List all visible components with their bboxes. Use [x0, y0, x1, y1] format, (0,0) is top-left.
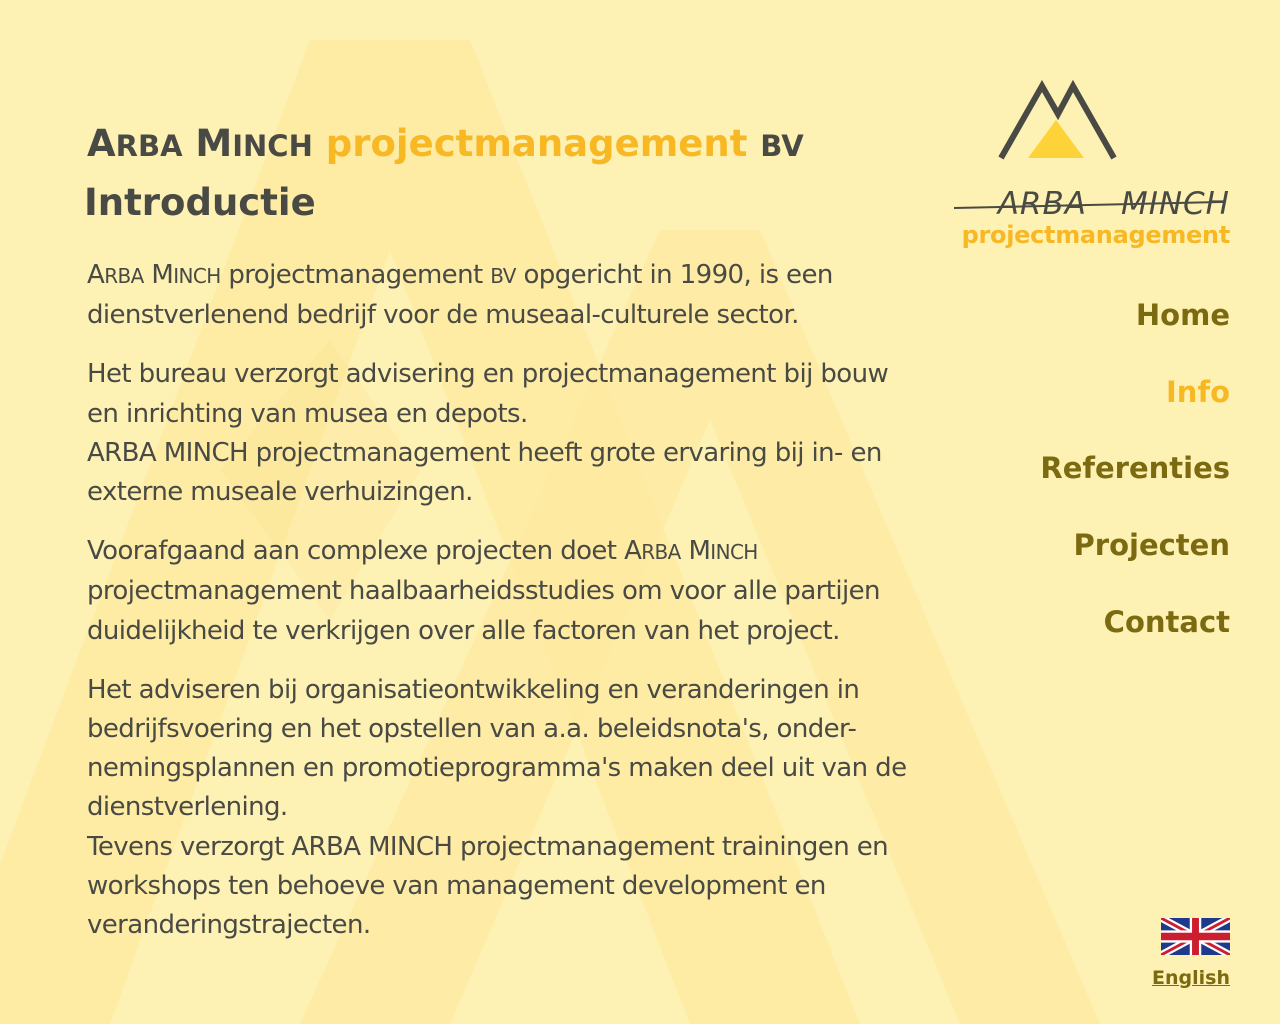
- nav-item-projecten[interactable]: Projecten: [1073, 528, 1230, 563]
- language-switcher: [1110, 918, 1230, 989]
- main-nav: [930, 292, 1230, 675]
- p3-head: Voorafgaand aan complexe projecten doet: [87, 536, 617, 567]
- nav-item-info[interactable]: Info: [1166, 374, 1230, 409]
- p4-line1: Het adviseren bij organisatieontwikkeling en veranderingen in bedrijfsvoering en het opstellen van a.a. beleidsnota's, onder- nemingsplannen en promotieprogramma's maken deel uit van de dienstverlening.: [87, 674, 907, 823]
- main-content: [84, 120, 927, 945]
- brand-arba-first: A: [87, 122, 116, 165]
- p3-m-cap: M: [688, 536, 711, 567]
- brand-accent: projectmanagement: [325, 122, 748, 165]
- english-link[interactable]: English: [1152, 967, 1230, 989]
- brand-suffix: BV: [760, 129, 804, 163]
- p2-line2: ARBA MINCH projectmanagement heeft grote ervaring bij in- en externe museale verhuizingen.: [87, 437, 882, 508]
- advisory-paragraph: [87, 671, 927, 945]
- logo-word-arba: ARBA: [997, 186, 1087, 222]
- feasibility-paragraph: [87, 532, 927, 651]
- logo-subtitle: projectmanagement: [961, 221, 1230, 249]
- site-brand-heading: [87, 120, 927, 170]
- p3-a-cap: A: [624, 536, 642, 567]
- logo-word-minch: MINCH: [1120, 186, 1230, 222]
- brand-arba-rest: RBA: [115, 129, 183, 163]
- p1-bv: BV: [490, 264, 516, 288]
- nav-item-referenties[interactable]: Referenties: [1040, 451, 1230, 486]
- intro-paragraph: [87, 256, 927, 335]
- p1-mid: projectmanagement: [228, 260, 483, 290]
- brand-minch-rest: INCH: [232, 129, 313, 163]
- nav-item-home[interactable]: Home: [1135, 298, 1230, 332]
- services-paragraph: [87, 355, 927, 512]
- brand-minch-first: M: [195, 122, 233, 165]
- p1-a-rest: RBA: [104, 264, 144, 288]
- p3-a-rest: RBA: [641, 540, 681, 565]
- logo-strike-line: [950, 200, 1230, 214]
- mountain-logo-icon: [998, 80, 1118, 162]
- p1-m-cap: M: [151, 260, 174, 290]
- sidebar: [930, 0, 1230, 1024]
- p1-tail: opgericht in 1990, is een dienstverlenend bedrijf voor de museaal-culturele sector.: [87, 260, 833, 331]
- p3-tail: projectmanagement haalbaarheidsstudies om voor alle partijen duidelijkheid te verkrijgen over alle factoren van het project.: [87, 576, 880, 646]
- p3-m-rest: INCH: [710, 540, 758, 565]
- p1-m-rest: INCH: [173, 264, 221, 288]
- page-title: Introductie: [84, 181, 316, 224]
- uk-flag-icon[interactable]: [1161, 918, 1230, 955]
- p2-line1: Het bureau verzorgt advisering en projectmanagement bij bouw en inrichting van musea en depots.: [87, 359, 889, 429]
- nav-item-contact[interactable]: Contact: [1103, 604, 1230, 639]
- p1-a-cap: A: [87, 260, 105, 290]
- p4-line2: Tevens verzorgt ARBA MINCH projectmanagement trainingen en workshops ten behoeve van management development en veranderingstrajecten.: [87, 831, 889, 941]
